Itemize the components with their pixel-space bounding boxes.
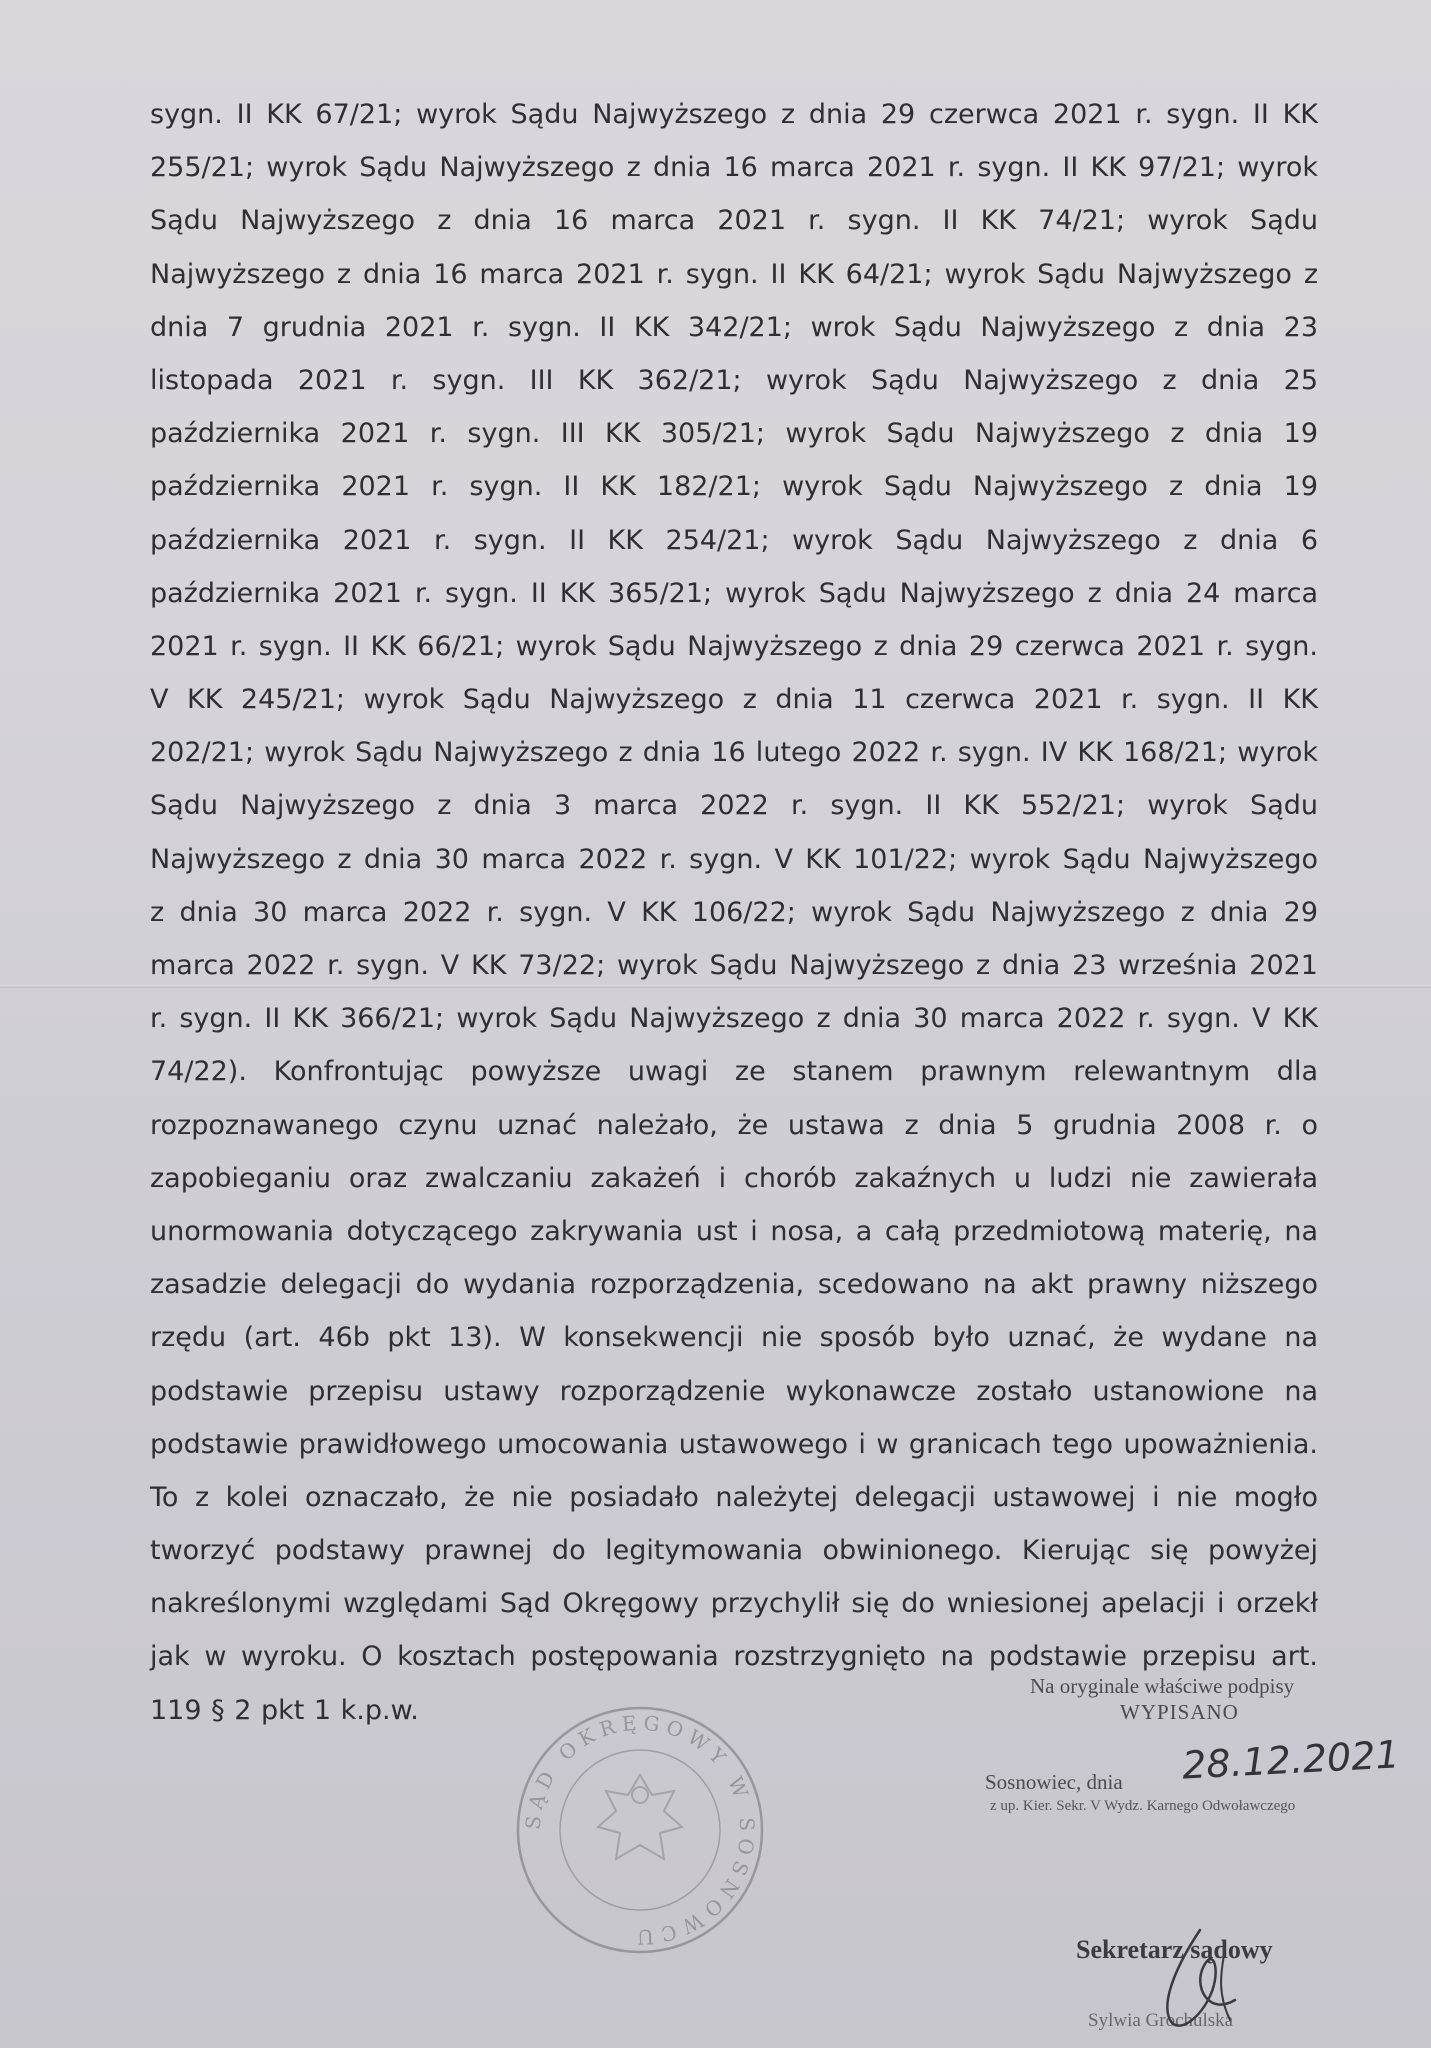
document-line: podstawie przepisu ustawy rozporządzenie wykonawcze zostało ustanowione na — [150, 1375, 1318, 1407]
document-line: V KK 245/21; wyrok Sądu Najwyższego z dnia 11 czerwca 2021 r. sygn. II KK — [150, 684, 1318, 716]
document-line: października 2021 r. sygn. III KK 305/21; wyrok Sądu Najwyższego z dnia 19 — [150, 418, 1318, 450]
handwritten-date: 28.12.2021 — [1180, 1732, 1401, 1788]
document-line: rozpoznawanego czynu uznać należało, że ustawa z dnia 5 grudnia 2008 r. o — [150, 1109, 1318, 1141]
document-line: r. sygn. II KK 366/21; wyrok Sądu Najwyższego z dnia 30 marca 2022 r. sygn. V KK — [150, 1003, 1318, 1035]
handwritten-signature — [1140, 1920, 1260, 2040]
svg-text:SĄD OKRĘGOWY W SOSNOWCU — [521, 1711, 760, 1950]
document-line: tworzyć podstawy prawnej do legitymowania obwinionego. Kierując się powyżej — [150, 1535, 1318, 1567]
document-line: nakreślonymi względami Sąd Okręgowy przychylił się do wniesionej apelacji i orzekł — [150, 1588, 1318, 1620]
document-line: października 2021 r. sygn. II KK 365/21; wyrok Sądu Najwyższego z dnia 24 marca — [150, 577, 1318, 609]
secretary-name: Sylwia Grochulska — [1088, 2010, 1234, 2031]
secretary-title: Sekretarz sądowy — [1076, 1935, 1273, 1964]
document-line: jak w wyroku. O kosztach postępowania rozstrzygnięto na podstawie przepisu art. — [150, 1641, 1318, 1673]
court-seal — [510, 1700, 770, 1960]
document-line: listopada 2021 r. sygn. III KK 362/21; wyrok Sądu Najwyższego z dnia 25 — [150, 364, 1318, 396]
document-line: podstawie prawidłowego umocowania ustawowego i w granicach tego upoważnienia. — [150, 1428, 1318, 1460]
document-line: unormowania dotyczącego zakrywania ust i nosa, a całą przedmiotową materię, na — [150, 1215, 1318, 1247]
document-line: To z kolei oznaczało, że nie posiadało należytej delegacji ustawowej i nie mogło — [150, 1481, 1318, 1513]
document-line: Najwyższego z dnia 30 marca 2022 r. sygn. V KK 101/22; wyrok Sądu Najwyższego — [150, 843, 1318, 875]
document-line: 2021 r. sygn. II KK 66/21; wyrok Sądu Najwyższego z dnia 29 czerwca 2021 r. sygn. — [150, 630, 1318, 662]
document-line: zasadzie delegacji do wydania rozporządzenia, scedowano na akt prawny niższego — [150, 1269, 1318, 1301]
original-signatures-note: Na oryginale właściwe podpisy — [1030, 1674, 1295, 1698]
document-line: rzędu (art. 46b pkt 13). W konsekwencji nie sposób było uznać, że wydane na — [150, 1322, 1318, 1354]
document-line: października 2021 r. sygn. II KK 182/21; wyrok Sądu Najwyższego z dnia 19 — [150, 471, 1318, 503]
document-line: sygn. II KK 67/21; wyrok Sądu Najwyższego z dnia 29 czerwca 2021 r. sygn. II KK — [150, 99, 1318, 130]
document-line: z dnia 30 marca 2022 r. sygn. V KK 106/22; wyrok Sądu Najwyższego z dnia 29 — [150, 896, 1318, 928]
copied-mark: WYPISANO — [1120, 1700, 1239, 1724]
seal-text: SĄD OKRĘGOWY W SOSNOWCU — [520, 1710, 760, 1950]
document-line: 119 § 2 pkt 1 k.p.w. — [150, 1694, 419, 1726]
on-behalf-note: z up. Kier. Sekr. V Wydz. Karnego Odwoławczego — [990, 1798, 1296, 1814]
document-line: zapobieganiu oraz zwalczaniu zakażeń i chorób zakaźnych u ludzi nie zawierała — [150, 1162, 1318, 1194]
document-line: października 2021 r. sygn. II KK 254/21; wyrok Sądu Najwyższego z dnia 6 — [150, 524, 1318, 556]
document-line: dnia 7 grudnia 2021 r. sygn. II KK 342/21; wrok Sądu Najwyższego z dnia 23 — [150, 311, 1318, 343]
document-body — [150, 88, 1318, 1737]
document-line: marca 2022 r. sygn. V KK 73/22; wyrok Sądu Najwyższego z dnia 23 września 2021 — [150, 950, 1318, 981]
document-line: 255/21; wyrok Sądu Najwyższego z dnia 16 marca 2021 r. sygn. II KK 97/21; wyrok — [150, 152, 1318, 184]
document-line: Sądu Najwyższego z dnia 16 marca 2021 r. sygn. II KK 74/21; wyrok Sądu — [150, 205, 1318, 237]
document-line: 202/21; wyrok Sądu Najwyższego z dnia 16 lutego 2022 r. sygn. IV KK 168/21; wyrok — [150, 737, 1318, 769]
document-line: 74/22). Konfrontując powyższe uwagi ze stanem prawnym relewantnym dla — [150, 1056, 1318, 1088]
place-date-label: Sosnowiec, dnia — [985, 1770, 1123, 1794]
document-line: Najwyższego z dnia 16 marca 2021 r. sygn. II KK 64/21; wyrok Sądu Najwyższego z — [150, 258, 1318, 290]
document-line: Sądu Najwyższego z dnia 3 marca 2022 r. sygn. II KK 552/21; wyrok Sądu — [150, 790, 1318, 822]
